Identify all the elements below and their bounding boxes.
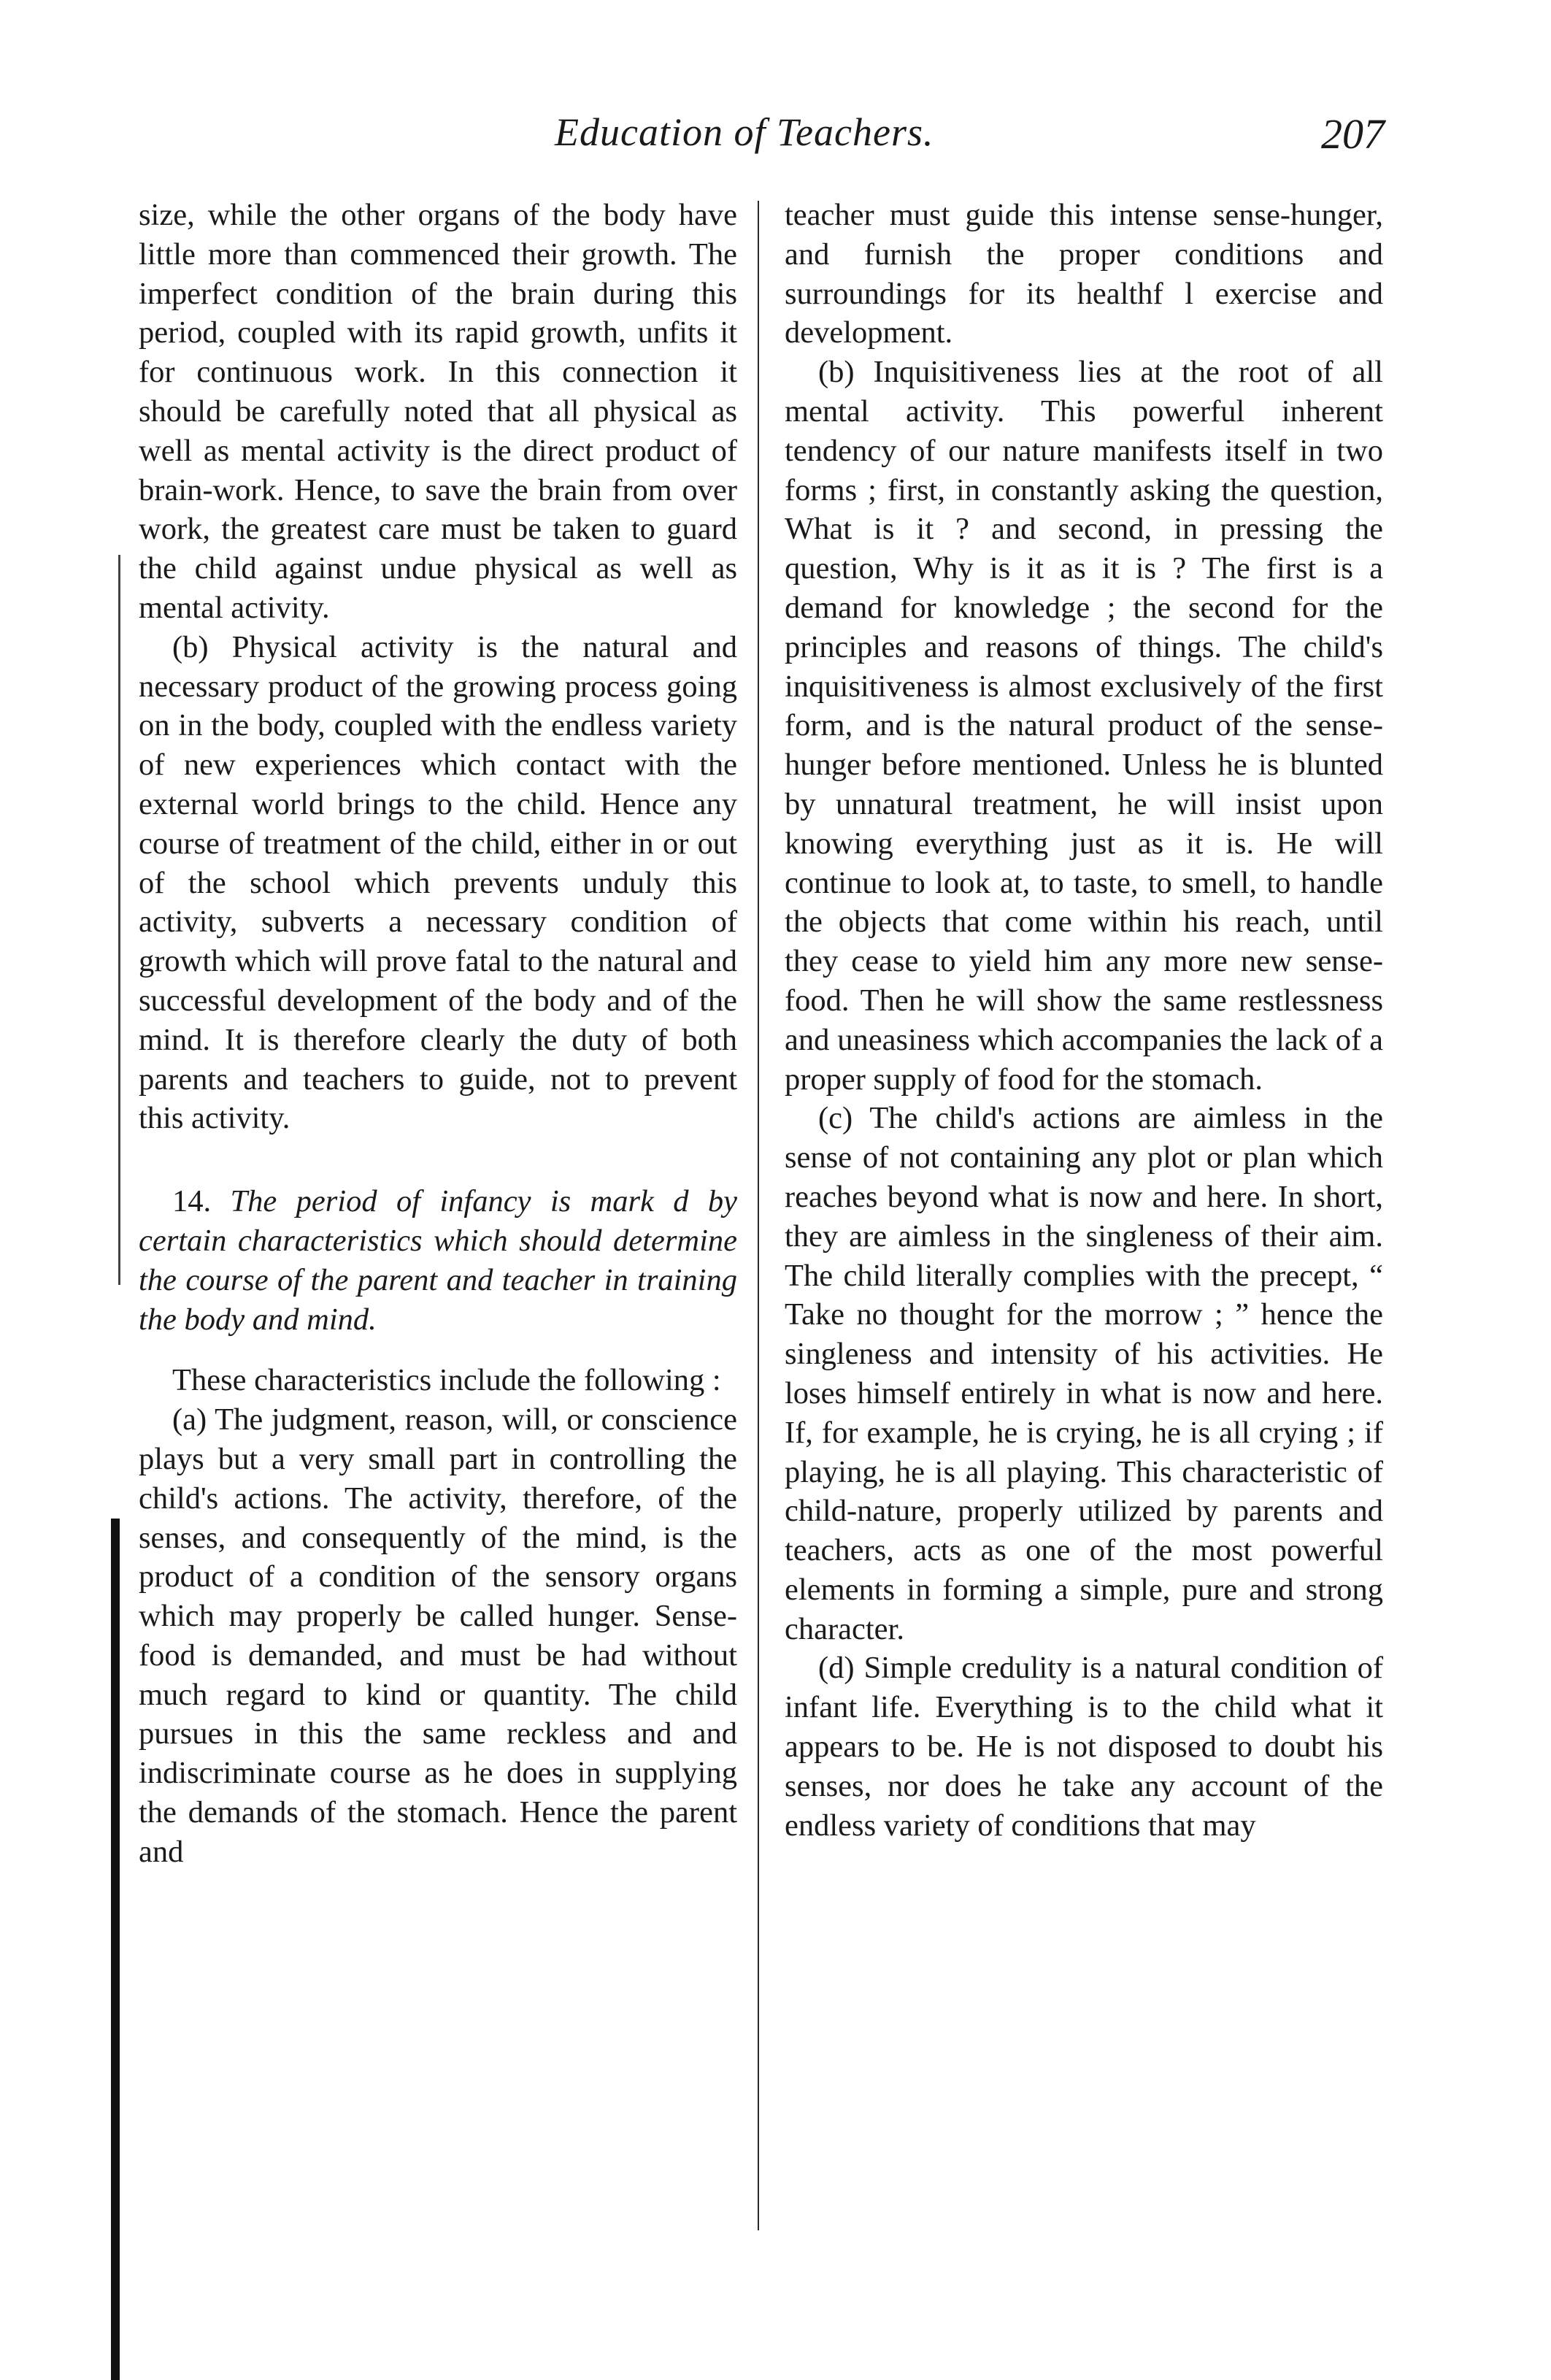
paragraph: (b) Inquisitiveness lies at the root of all mental activity. This powerful inherent tendency of our nature manifests itself in two forms ; first, in constantly asking the question, What is it ? and second, in pressing the question, Why is it as it is ? The first is a demand for knowledge ; the second for the principles and reasons of things. The child's inquisitiveness is almost exclusively of the first form, and is the natural product of the sense-hunger before mentioned. Unless he is blunted by unnatural treatment, he will insist upon knowing everything just as it is. He will continue to look at, to taste, to smell, to handle the objects that come within his reach, until they cease to yield him any more new sense-food. Then he will show the same restlessness and uneasiness which accompanies the lack of a proper supply of food for the stomach. (785, 355, 1383, 1097)
paragraph: size, while the other organs of the body have little more than commenced their growth. The imperfect condition of the brain during this period, coupled with its rapid growth, unfits it for continuous work. In this connection it should be carefully noted that all physical as well as mental activity is the direct product of brain-work. Hence, to save the brain from over work, the greatest care must be taken to guard the child against undue physical as well as mental activity. (139, 198, 737, 625)
right-column (785, 196, 1383, 1845)
paragraph: (b) Physical activity is the natural and necessary product of the growing process going on in the body, coupled with the endless variety of new experiences which contact with the external world brings to the child. Hence any course of treatment of the child, either in or out of the school which prevents unduly this activity, subverts a necessary condition of growth which will prove fatal to the natural and successful development of the body and of the mind. It is therefore clearly the duty of both parents and teachers to guide, not to prevent this activity. (139, 629, 737, 1136)
running-title: Education of Teachers. (555, 110, 934, 154)
section-number: 14. (172, 1184, 212, 1219)
paragraph: (c) The child's actions are aimless in the sense of not containing any plot or plan which reaches beyond what is now and here. In short, they are aimless in the singleness of their aim. The child literally complies with the precept, “ Take no thought for the morrow ; ” hence the singleness and intensity of his activities. He loses himself entirely in what is now and here. If, for example, he is crying, he is all crying ; if playing, he is all playing. This characteristic of child-nature, properly utilized by parents and teachers, acts as one of the most powerful elements in forming a simple, pure and strong character. (785, 1101, 1383, 1646)
scan-binding-edge (111, 1519, 120, 2380)
paragraph: These characteristics include the following : (172, 1363, 721, 1398)
paragraph: (a) The judgment, reason, will, or conscience plays but a very small part in controlling the child's actions. The activity, therefore, of the senses, and consequently of the mind, is the product of a condition of the sensory organs which may properly be called hunger. Sense-food is demanded, and must be had without much regard to kind or quantity. The child pursues in this the same reckless and and indiscriminate course as he does in supplying the demands of the stomach. Hence the parent and (139, 1402, 737, 1869)
page-number: 207 (1321, 110, 1385, 158)
scan-margin-shadow (118, 555, 120, 1285)
section-heading-text: The period of infancy is mark d by certain characteristics which should determine the course of the parent and teacher in training the body and mind. (139, 1184, 738, 1337)
paragraph: teacher must guide this intense sense-hunger, and furnish the proper conditions and surroundings for its healthf l exercise and development. (785, 198, 1383, 350)
section-heading (139, 1182, 737, 1339)
left-column (139, 196, 737, 1872)
page-header (0, 110, 1551, 175)
column-divider (758, 201, 759, 2230)
paragraph: (d) Simple credulity is a natural condition of infant life. Everything is to the child what it appears to be. He is not disposed to doubt his senses, nor does he take any account of the endless variety of conditions that may (785, 1651, 1383, 1843)
